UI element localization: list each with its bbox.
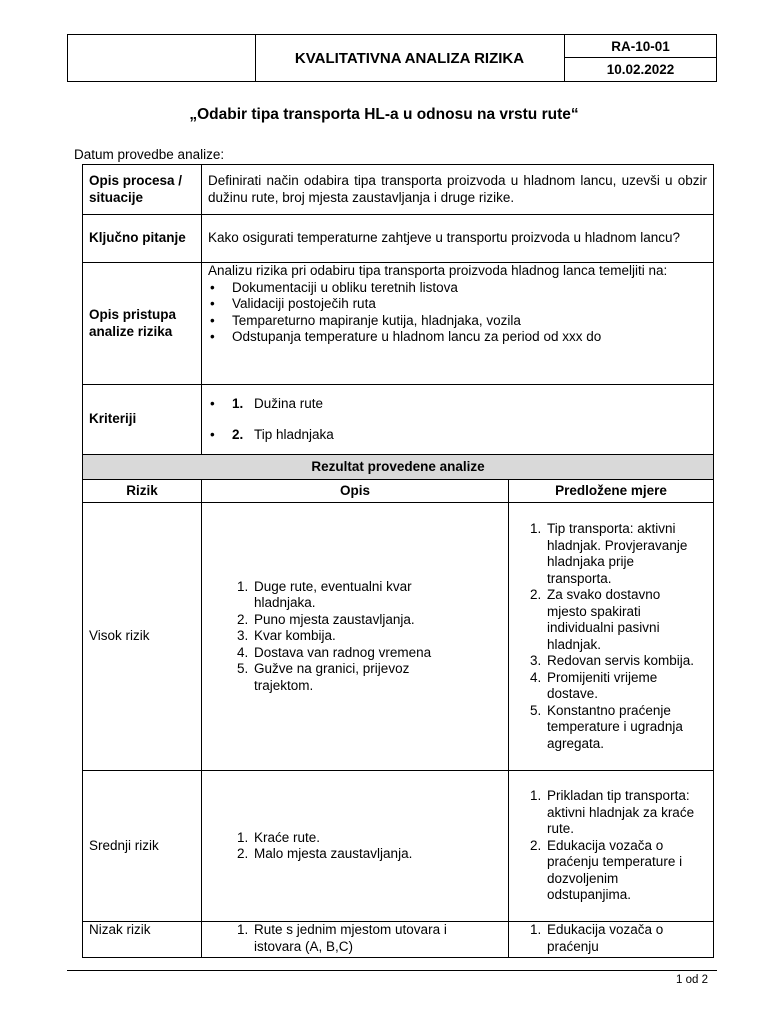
row-nizak-rizik bbox=[83, 922, 714, 958]
list-item: 1. Rute s jednim mjestom utovara i istovara (A, B,C) bbox=[252, 922, 482, 955]
col-header-opis: Opis bbox=[202, 480, 509, 503]
mjere-srednji-rizik bbox=[509, 771, 714, 922]
opis-srednji-rizik bbox=[202, 771, 509, 922]
list-item: • Validaciji postoječih ruta bbox=[232, 296, 707, 313]
list-item: 1. Edukacija vozača o praćenju bbox=[545, 922, 699, 955]
row-kriteriji bbox=[83, 385, 714, 455]
opis-nizak-rizik bbox=[202, 922, 509, 958]
label-kriteriji: Kriteriji bbox=[83, 385, 202, 455]
list-item: 2. Malo mjesta zaustavljanja. bbox=[252, 846, 502, 863]
list-item: • 1. Dužina rute bbox=[232, 396, 707, 413]
label-nizak-rizik: Nizak rizik bbox=[83, 922, 202, 958]
label-opis-pristupa: Opis pristupa analize rizika bbox=[83, 263, 202, 385]
row-results-title bbox=[83, 455, 714, 480]
list-item: 1. Prikladan tip transporta: aktivni hladnjak za kraće rute. bbox=[545, 788, 699, 838]
document-date: 10.02.2022 bbox=[606, 62, 675, 77]
row-opis-pristupa bbox=[83, 263, 714, 385]
list-item: 1. Duge rute, eventualni kvar hladnjaka. bbox=[252, 579, 472, 612]
row-visok-rizik bbox=[83, 503, 714, 771]
kriteriji-list bbox=[208, 396, 707, 444]
text-opis-pristupa bbox=[202, 263, 714, 385]
row-opis-procesa bbox=[83, 165, 714, 215]
page-number: 1 od 2 bbox=[676, 974, 708, 986]
opis-pristupa-list bbox=[208, 280, 707, 346]
list-item: 2. Za svako dostavno mjesto spakirati individualni pasivni hladnjak. bbox=[545, 587, 699, 653]
list-item: • Dokumentaciji u obliku teretnih listova bbox=[232, 280, 707, 297]
text-opis-procesa: Definirati način odabira tipa transporta proizvoda u hladnom lancu, uzevši u obzir dužinu rute, broj mjesta zaustavljanja i druge rizike. bbox=[202, 165, 714, 215]
label-opis-procesa: Opis procesa / situacije bbox=[83, 165, 202, 215]
analysis-subtitle: „Odabir tipa transporta HL-a u odnosu na vrstu rute“ bbox=[189, 106, 579, 123]
list-item: • Odstupanja temperature u hladnom lancu za period od xxx do bbox=[232, 329, 707, 346]
opis-visok-rizik bbox=[202, 503, 509, 771]
document-header bbox=[67, 34, 717, 82]
row-srednji-rizik bbox=[83, 771, 714, 922]
list-item: 5. Konstantno praćenje temperature i ugradnja agregata. bbox=[545, 703, 699, 753]
opis-pristupa-intro: Analizu rizika pri odabiru tipa transporta proizvoda hladnog lanca temeljiti na: bbox=[208, 263, 668, 278]
text-kljucno-pitanje: Kako osigurati temperaturne zahtjeve u transportu proizvoda u hladnom lancu? bbox=[202, 215, 714, 263]
list-item: 1. Tip transporta: aktivni hladnjak. Provjeravanje hladnjaka prije transporta. bbox=[545, 521, 699, 587]
col-header-rizik: Rizik bbox=[83, 480, 202, 503]
list-item: 3. Kvar kombija. bbox=[252, 628, 472, 645]
list-item: 1. Kraće rute. bbox=[252, 830, 502, 847]
col-header-mjere: Predložene mjere bbox=[509, 480, 714, 503]
label-kljucno-pitanje: Ključno pitanje bbox=[83, 215, 202, 263]
row-kljucno-pitanje bbox=[83, 215, 714, 263]
analysis-table bbox=[82, 164, 714, 958]
list-item: 2. Puno mjesta zaustavljanja. bbox=[252, 612, 472, 629]
mjere-nizak-rizik bbox=[509, 922, 714, 958]
mjere-visok-rizik bbox=[509, 503, 714, 771]
document-code: RA-10-01 bbox=[565, 35, 716, 58]
list-item: 5. Gužve na granici, prijevoz trajektom. bbox=[252, 661, 472, 694]
row-results-headers bbox=[83, 480, 714, 503]
datum-label: Datum provedbe analize: bbox=[74, 147, 225, 162]
list-item: • Tempareturno mapiranje kutija, hladnjaka, vozila bbox=[232, 313, 707, 330]
list-item: 2. Edukacija vozača o praćenju temperature i dozvoljenim odstupanjima. bbox=[545, 838, 699, 904]
list-item: 4. Promijeniti vrijeme dostave. bbox=[545, 670, 699, 703]
header-logo-cell bbox=[68, 35, 256, 81]
document-title: KVALITATIVNA ANALIZA RIZIKA bbox=[255, 35, 565, 81]
results-title: Rezultat provedene analize bbox=[83, 455, 714, 480]
text-kriteriji bbox=[202, 385, 714, 455]
label-srednji-rizik: Srednji rizik bbox=[83, 771, 202, 922]
list-item: 3. Redovan servis kombija. bbox=[545, 653, 699, 670]
footer-divider bbox=[67, 970, 717, 971]
list-item: • 2. Tip hladnjaka bbox=[232, 427, 707, 444]
label-visok-rizik: Visok rizik bbox=[83, 503, 202, 771]
list-item: 4. Dostava van radnog vremena bbox=[252, 645, 472, 662]
